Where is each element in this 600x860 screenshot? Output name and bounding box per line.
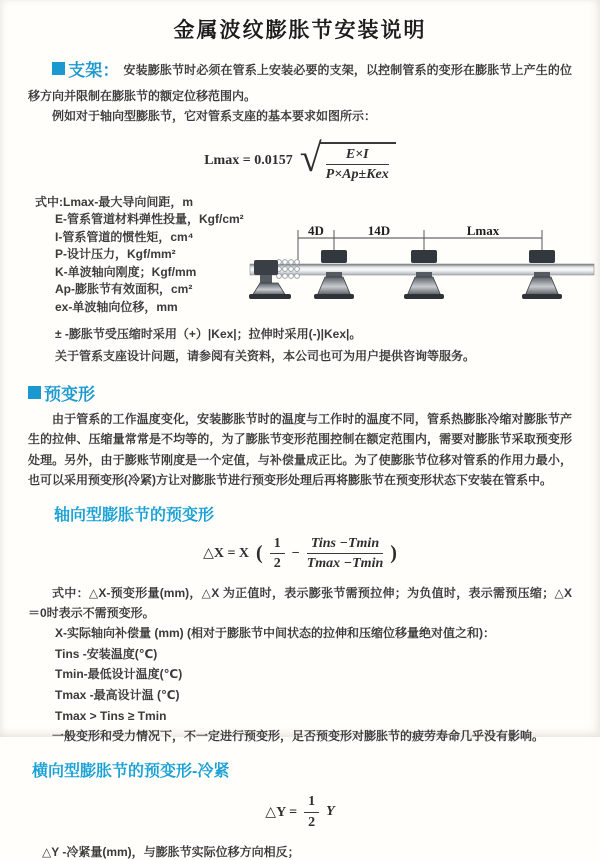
plus-minus-note: ± -膨胀节受压缩时采用（+）|Kex|；拉伸时采用(-)|Kex|。 <box>55 326 362 341</box>
definition-line: 式中:Lmax-最大导向间距，m <box>35 194 194 209</box>
lmax-fraction-denominator: P×Ap±Kex <box>325 167 389 183</box>
close-paren: ) <box>390 542 397 565</box>
bracket-intro-text: 安装膨胀节时必须在管系上安装必要的支架，以控制管系的变形在膨胀节上产生的位移方向并限制在膨胀节的额定位移范围内。 <box>28 63 572 103</box>
bracket-section-label: 支架： <box>68 61 120 80</box>
lateral-preform-formula <box>28 793 572 831</box>
half-fraction <box>304 793 319 831</box>
lmax-formula <box>28 134 572 184</box>
definition-line: K-单波轴向刚度；Kgf/mm <box>55 264 197 279</box>
temp-inequality-line: Tmax > Tins ≥ Tmin <box>55 708 167 723</box>
section-bullet-icon <box>28 386 41 399</box>
lmax-fraction <box>326 146 389 184</box>
preform-section-label: 预变形 <box>44 385 95 405</box>
pipe-support-diagram <box>246 222 598 320</box>
definitions-and-diagram <box>28 194 572 322</box>
half-denominator: 2 <box>273 556 281 572</box>
axial-preform-formula <box>28 535 572 573</box>
lmax-fraction-numerator: E×I <box>326 146 389 166</box>
bracket-example-line: 例如对于轴向型膨胀节，它对管系支座的基本要求如图所示： <box>52 108 377 123</box>
diagram-label-14d: 14D <box>367 222 391 238</box>
diagram-label-4d: 4D <box>308 222 324 238</box>
temperature-denominator: Tmax −Tmin <box>306 556 384 572</box>
axial-formula-description: 式中：△X-预变形量(mm)，△X 为正值时，表示膨张节需预拉伸；为负值时，表示需预压缩；△X＝0时表示不需预变形。 <box>28 585 572 621</box>
x-definition-line: X-实际轴向补偿量 (mm) (相对于膨胀节中间状态的拉伸和压缩位移量绝对值之和)： <box>55 626 495 641</box>
axial-formula-lhs: △X = X <box>203 546 250 562</box>
diagram-label-lmax: Lmax <box>466 222 500 238</box>
temp-definition-line: Tins -安装温度(℃) <box>55 646 158 661</box>
minus-sign: − <box>291 545 300 561</box>
definition-line: P-设计压力，Kgf/mm² <box>55 247 176 262</box>
lateral-formula-rhs: Y <box>326 804 335 820</box>
temp-definition-line: Tmin-最低设计温度(℃) <box>55 667 183 682</box>
temperature-numerator: Tins −Tmin <box>307 535 384 555</box>
temperature-fraction <box>307 535 384 573</box>
preform-section-header <box>28 380 572 405</box>
half-fraction <box>270 535 285 573</box>
page-title: 金属波纹膨胀节安装说明 <box>173 19 427 42</box>
definition-line: ex-单波轴向位移，mm <box>55 299 178 314</box>
lmax-formula-lhs: Lmax = 0.0157 <box>204 152 293 168</box>
axial-preform-heading: 轴向型膨胀节的预变形 <box>54 506 215 524</box>
temp-definition-line: Tmax -最高设计温 (℃) <box>55 688 180 703</box>
half-denominator: 2 <box>308 814 316 830</box>
consult-note: 关于管系支座设计问题，请参阅有关资料，本公司也可为用户提供咨询等服务。 <box>55 349 476 364</box>
lateral-preform-heading: 横向型膨胀节的预变形-冷紧 <box>32 763 230 781</box>
section-bullet-icon <box>52 62 65 75</box>
lateral-formula-description: △Y -冷紧量(mm)，与膨胀节实际位移方向相反； <box>42 845 300 860</box>
bracket-intro-paragraph <box>28 57 572 106</box>
axial-note-line: 一般变形和受力情况下，不一定进行预变形，足否预变形对膨胀节的疲劳寿命几乎没有影响。 <box>52 729 545 744</box>
open-paren: ( <box>256 542 263 565</box>
definition-line: I-管系管道的惯性矩，cm⁴ <box>55 229 194 244</box>
preform-body-paragraph: 由于管系的工作温度变化，安装膨胀节时的温度与工作时的温度不同，管系热膨胀冷缩对膨胀节产生的拉伸、压缩量常常是不均等的，为了膨胀节变形范围控制在额定范围内，需要对膨胀节采取预变形处理。另外，由于膨账节刚度是一个定值，与补偿量成正比。为了使膨胀节位移对管系的作用力最小，也可以采用预变形(冷紧)方让对膨胀节进行预变形处理后再将膨胀节在预变形状态下安装在管系中。 <box>28 412 572 487</box>
half-numerator: 1 <box>304 793 319 813</box>
definition-line: Ap-膨胀节有效面积，cm² <box>55 282 193 297</box>
radical-sign: √ <box>299 134 322 180</box>
sqrt-radical <box>299 134 396 184</box>
lateral-formula-lhs: △Y = <box>265 804 298 820</box>
definition-line: E-管系管道材料弹性投量，Kgf/cm² <box>55 212 244 227</box>
half-numerator: 1 <box>270 535 285 555</box>
